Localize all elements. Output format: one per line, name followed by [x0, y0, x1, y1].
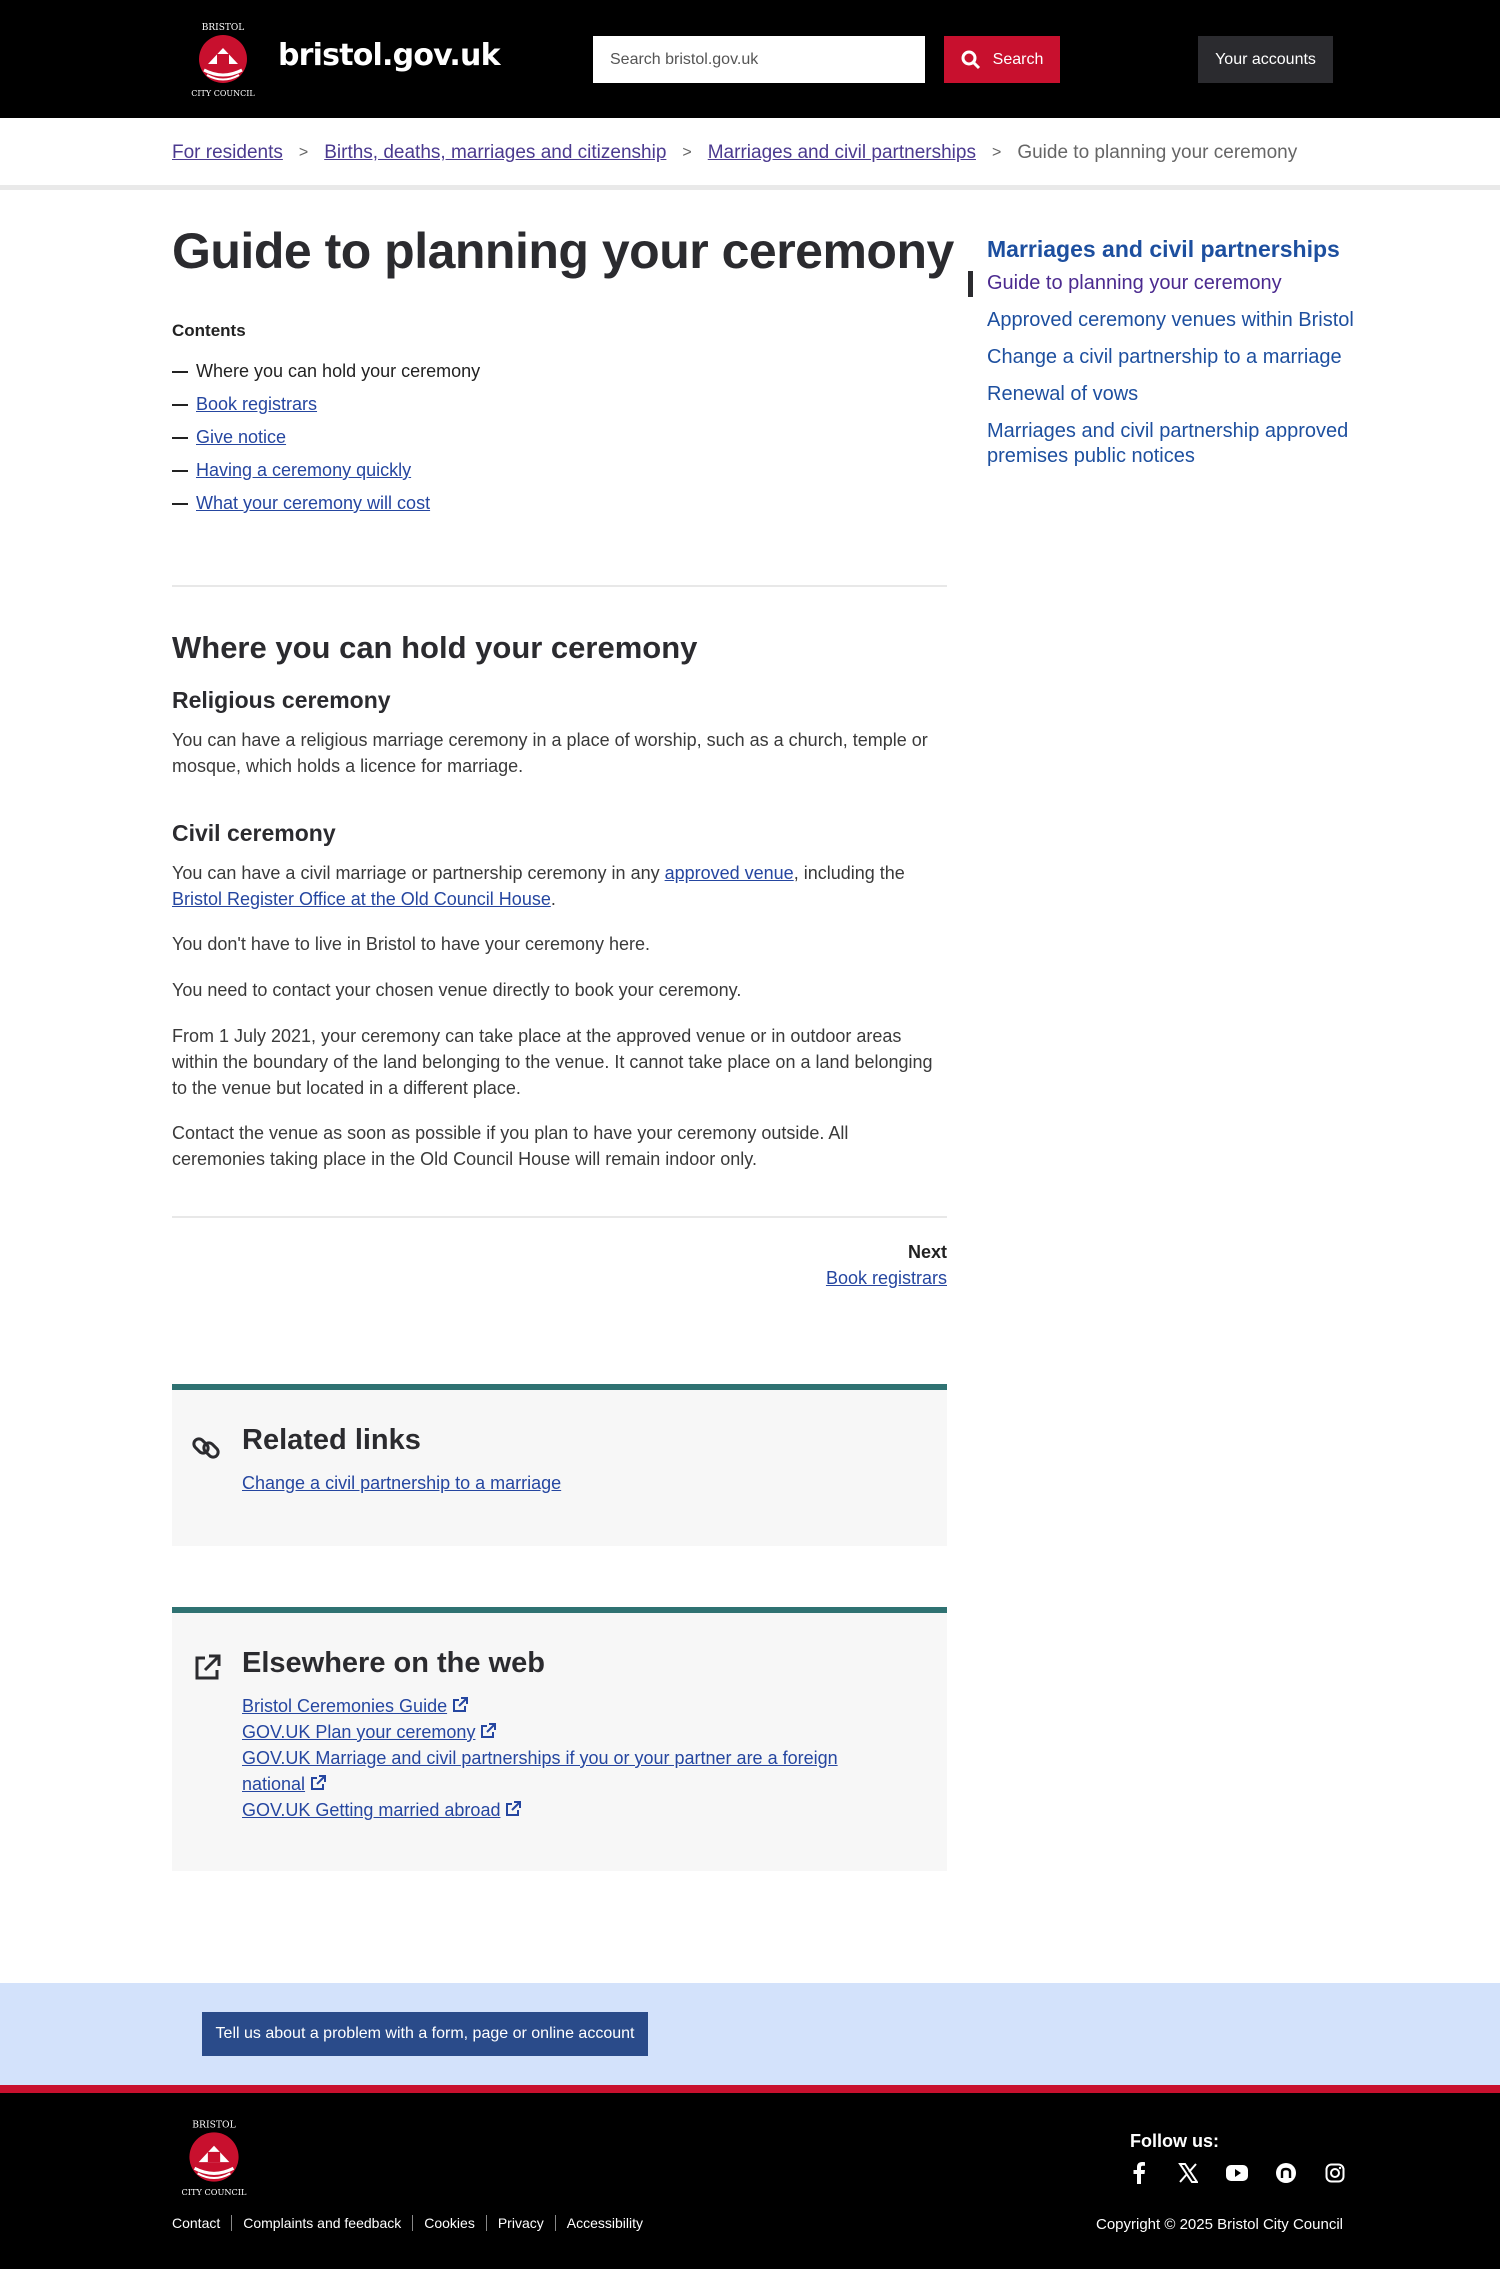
list-item	[242, 1797, 892, 1823]
external-link-married-abroad[interactable]	[242, 1800, 521, 1820]
civil-text-fragment: You can have a civil marriage or partnership ceremony in any	[172, 863, 665, 883]
civil-ceremony-heading: Civil ceremony	[172, 820, 336, 846]
related-link-change-partnership[interactable]: Change a civil partnership to a marriage	[242, 1473, 562, 1493]
sidenav-item-renewal-of-vows[interactable]: Renewal of vows	[987, 383, 1139, 405]
civil-text-fragment: .	[550, 889, 556, 909]
svg-text:BRISTOL: BRISTOL	[192, 2119, 236, 2131]
external-link-icon	[505, 1801, 521, 1817]
pagination-divider	[172, 1216, 947, 1218]
external-link-icon	[452, 1697, 468, 1713]
section-divider	[172, 585, 947, 587]
elsewhere-links-list	[242, 1693, 892, 1823]
religious-ceremony-heading: Religious ceremony	[172, 687, 391, 713]
contents-item-current	[172, 355, 480, 388]
external-link-icon	[192, 1653, 222, 1683]
footer-links	[172, 2215, 654, 2231]
external-link-icon	[480, 1723, 496, 1739]
feedback-bar	[0, 1983, 1500, 2085]
instagram-icon[interactable]	[1323, 2161, 1347, 2185]
facebook-icon[interactable]	[1127, 2161, 1151, 2185]
civil-text-fragment: , including the	[793, 863, 905, 883]
contents-item	[172, 454, 480, 487]
list-item	[242, 1693, 892, 1719]
breadcrumb-bar	[0, 118, 1500, 190]
contents-list	[172, 355, 480, 520]
footer-link-privacy[interactable]: Privacy	[486, 2215, 555, 2231]
sidenav-item-public-notices[interactable]: Marriages and civil partnership approved premises public notices	[987, 420, 1349, 467]
sidenav-item-guide[interactable]: Guide to planning your ceremony	[968, 271, 1358, 296]
contents-item	[172, 421, 480, 454]
link-label: GOV.UK Getting married abroad	[242, 1800, 501, 1820]
youtube-icon[interactable]	[1225, 2161, 1249, 2185]
dash-icon	[172, 437, 188, 439]
contents-item	[172, 388, 480, 421]
dash-icon	[172, 470, 188, 472]
breadcrumb-link-for-residents[interactable]: For residents	[172, 142, 283, 163]
svg-text:CITY COUNCIL: CITY COUNCIL	[191, 89, 255, 98]
sidenav	[968, 271, 1358, 481]
search-button-label: Search	[992, 50, 1044, 68]
pagination-next-label: Next	[907, 1242, 947, 1262]
report-problem-button[interactable]: Tell us about a problem with a form, page or online account	[202, 2012, 648, 2056]
footer-link-cookies[interactable]: Cookies	[412, 2215, 486, 2231]
civil-ceremony-text-4: From 1 July 2021, your ceremony can take place at the approved venue or in outdoor areas within the boundary of the land belonging to the venue. It cannot take place on a land belonging to the venue but located in a different place.	[172, 1026, 933, 1098]
religious-ceremony-text: You can have a religious marriage ceremony in a place of worship, such as a church, temple or mosque, which holds a licence for marriage.	[172, 730, 928, 776]
external-link-foreign-national[interactable]	[242, 1748, 838, 1794]
search-button[interactable]	[944, 36, 1060, 83]
dash-icon	[172, 503, 188, 505]
contents-link-book-registrars[interactable]: Book registrars	[196, 394, 318, 414]
footer-link-complaints[interactable]: Complaints and feedback	[231, 2215, 412, 2231]
related-links-panel	[172, 1384, 947, 1546]
link-icon	[192, 1432, 222, 1462]
civil-ceremony-text-3: You need to contact your chosen venue directly to book your ceremony.	[172, 980, 742, 1000]
elsewhere-title: Elsewhere on the web	[242, 1647, 545, 1679]
approved-venue-link[interactable]: approved venue	[664, 863, 794, 883]
external-link-plan-ceremony[interactable]	[242, 1722, 496, 1742]
breadcrumb	[172, 142, 1297, 164]
contents-heading: Contents	[172, 321, 246, 340]
breadcrumb-link-marriages[interactable]: Marriages and civil partnerships	[707, 142, 976, 163]
follow-us-label: Follow us:	[1130, 2131, 1219, 2151]
social-links	[1127, 2161, 1347, 2185]
list-item	[242, 1745, 892, 1797]
chevron-right-icon: >	[682, 144, 692, 161]
search-icon	[961, 50, 981, 70]
contents-link-ceremony-cost[interactable]: What your ceremony will cost	[196, 493, 431, 513]
dash-icon	[172, 404, 188, 406]
nextdoor-icon[interactable]	[1274, 2161, 1298, 2185]
external-link-ceremonies-guide[interactable]	[242, 1696, 468, 1716]
bristol-city-council-seal-icon[interactable]	[182, 18, 264, 100]
footer-link-accessibility[interactable]: Accessibility	[555, 2215, 654, 2231]
related-links-list	[242, 1470, 561, 1496]
pagination-next-link[interactable]: Book registrars	[825, 1268, 947, 1288]
site-logo-text[interactable]: bristol.gov.uk	[278, 38, 500, 73]
site-footer	[0, 2085, 1500, 2269]
x-twitter-icon[interactable]	[1176, 2161, 1200, 2185]
your-accounts-button[interactable]: Your accounts	[1198, 36, 1333, 83]
contents-link-ceremony-quickly[interactable]: Having a ceremony quickly	[196, 460, 412, 480]
register-office-link[interactable]: Bristol Register Office at the Old Council House	[172, 889, 551, 909]
contents-item	[172, 487, 480, 520]
breadcrumb-link-births-deaths[interactable]: Births, deaths, marriages and citizenship	[324, 142, 667, 163]
contents-link-give-notice[interactable]: Give notice	[196, 427, 287, 447]
link-label: GOV.UK Marriage and civil partnerships if you or your partner are a foreign national	[242, 1748, 838, 1794]
breadcrumb-current: Guide to planning your ceremony	[1017, 142, 1298, 163]
page-title: Guide to planning your ceremony	[172, 223, 954, 279]
sidenav-title[interactable]: Marriages and civil partnerships	[987, 236, 1340, 262]
site-header	[0, 0, 1500, 118]
external-link-icon	[310, 1775, 326, 1791]
contents-item-label: Where you can hold your ceremony	[196, 361, 481, 381]
copyright-text: Copyright © 2025 Bristol City Council	[1096, 2216, 1343, 2233]
section-heading: Where you can hold your ceremony	[172, 630, 698, 665]
civil-ceremony-text-2: You don't have to live in Bristol to have your ceremony here.	[172, 934, 651, 954]
list-item	[242, 1470, 561, 1496]
svg-text:CITY COUNCIL: CITY COUNCIL	[181, 2186, 247, 2197]
elsewhere-on-web-panel	[172, 1607, 947, 1871]
footer-link-contact[interactable]: Contact	[172, 2215, 221, 2231]
related-links-title: Related links	[242, 1424, 421, 1456]
dash-icon	[172, 371, 188, 373]
chevron-right-icon: >	[991, 144, 1002, 161]
link-label: Bristol Ceremonies Guide	[242, 1696, 448, 1716]
link-label: GOV.UK Plan your ceremony	[242, 1722, 476, 1742]
search-input[interactable]	[593, 36, 925, 83]
svg-text:BRISTOL: BRISTOL	[201, 23, 245, 33]
bristol-city-council-seal-icon[interactable]	[172, 2115, 256, 2199]
civil-ceremony-text-5: Contact the venue as soon as possible if you plan to have your ceremony outside. All ceremonies taking place in the Old Council House will remain indoor only.	[172, 1123, 849, 1169]
list-item	[242, 1719, 892, 1745]
sidenav-item-approved-venues[interactable]: Approved ceremony venues within Bristol	[987, 309, 1354, 331]
sidenav-item-change-partnership[interactable]: Change a civil partnership to a marriage	[987, 346, 1342, 368]
civil-ceremony-text-1	[172, 860, 942, 912]
chevron-right-icon: >	[298, 144, 309, 161]
